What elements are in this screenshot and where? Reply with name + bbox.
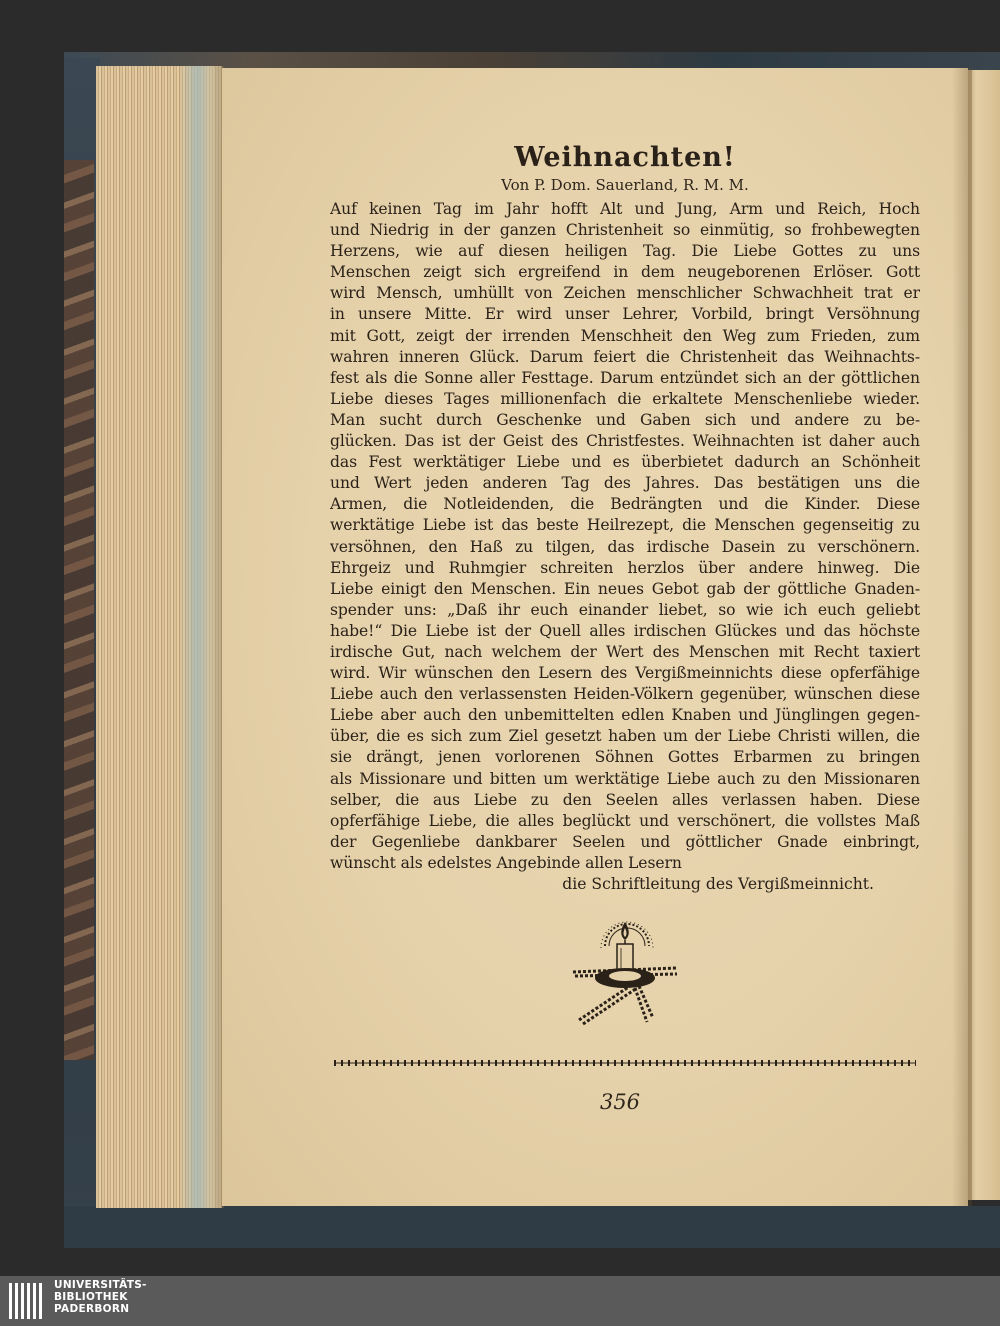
page-number: 356 — [599, 1090, 641, 1114]
library-logo-line: BIBLIOTHEK — [54, 1291, 128, 1303]
body-text-line: Menschen zeigt sich ergreifend in dem neugeborenen Erlöser. Gott — [330, 263, 920, 282]
body-text-line: wird Mensch, umhüllt von Zeichen menschlicher Schwachheit trat er — [330, 284, 920, 303]
body-text-line: Ehrgeiz und Ruhmgier schreiten herzlos über andere hinweg. Die — [330, 558, 920, 577]
library-logo-line: PADERBORN — [54, 1303, 130, 1315]
ornamental-divider — [334, 1058, 916, 1068]
signature-line: die Schriftleitung des Vergißmeinnicht. — [562, 875, 874, 893]
body-text-line: und Niedrig in der ganzen Christenheit so einmütig, so frohbewegten — [330, 221, 920, 240]
article-byline: Von P. Dom. Sauerland, R. M. M. — [501, 176, 749, 194]
body-text-line: Liebe aber auch den unbemittelten edlen Knaben und Jünglingen gegen- — [330, 706, 920, 725]
body-text-line: Herzens, wie auf diesen heiligen Tag. Die Liebe Gottes zu uns — [330, 242, 920, 261]
body-text-line: Liebe auch den verlassensten Heiden-Völkern gegenüber, wünschen diese — [330, 685, 920, 704]
body-text-line: habe!“ Die Liebe ist der Quell alles irdischen Glückes und das höchste — [330, 621, 920, 640]
body-text-line: wird. Wir wünschen den Lesern des Vergißmeinnichts diese opferfähige — [330, 664, 920, 683]
body-text-line: opferfähige Liebe, die alles beglückt und verschönert, die vollstes Maß — [330, 811, 920, 830]
body-text-line: Auf keinen Tag im Jahr hofft Alt und Jung, Arm und Reich, Hoch — [330, 200, 920, 218]
body-text-line: versöhnen, den Haß zu tilgen, das irdische Dasein zu verschönern. — [330, 537, 920, 556]
body-text-line: wahren inneren Glück. Darum feiert die Christenheit das Weihnachts- — [330, 347, 920, 366]
body-text-line: wünscht als edelstes Angebinde allen Lesern — [330, 853, 682, 872]
body-text-line: Liebe einigt den Menschen. Ein neues Gebot gab der göttliche Gnaden- — [330, 579, 920, 598]
body-text-line: und Wert jeden anderen Tag des Jahres. Das bestätigen uns die — [330, 474, 920, 493]
body-text-line: Man sucht durch Geschenke und Gaben sich und andere zu be- — [330, 410, 920, 429]
body-text-line: fest als die Sonne aller Festtage. Darum entzündet sich an der göttlichen — [330, 368, 920, 387]
page-edge-shadow — [180, 66, 224, 1208]
library-logo-text — [54, 1279, 147, 1315]
body-text-line: der Gegenliebe dankbarer Seelen und göttlicher Gnade einbringt, — [330, 832, 920, 851]
library-logo-icon — [8, 1281, 48, 1321]
body-text-line: mit Gott, zeigt der irrenden Menschheit den Weg zum Frieden, zum — [330, 326, 920, 345]
body-text-line: irdische Gut, nach welchem der Wert des Menschen mit Recht taxiert — [330, 642, 920, 661]
body-text-line: über, die es sich zum Ziel gesetzt haben um der Liebe Christi willen, die — [330, 727, 920, 746]
body-text-line: spender uns: „Daß ihr euch einander liebet, so wie ich euch geliebt — [330, 600, 920, 619]
page-gutter-shadow — [952, 68, 972, 1206]
library-footer-bar — [0, 1276, 1000, 1326]
article-body — [330, 199, 920, 874]
body-text-line: selber, die aus Liebe zu den Seelen alles verlassen haben. Diese — [330, 790, 920, 809]
candle-wreath-icon — [565, 908, 685, 1030]
marbled-paper — [64, 160, 94, 1060]
body-text-line: glücken. Das ist der Geist des Christfestes. Weihnachten ist daher auch — [330, 432, 920, 451]
body-text-line: werktätige Liebe ist das beste Heilrezept, die Menschen gegenseitig zu — [330, 516, 920, 535]
body-text-line: das Fest werktätiger Liebe und es überbietet dadurch an Schönheit — [330, 453, 920, 472]
body-text-line: Armen, die Notleidenden, die Bedrängten und die Kinder. Diese — [330, 495, 920, 514]
library-logo-line: UNIVERSITÄTS- — [54, 1279, 147, 1291]
body-text-line: Liebe dieses Tages millionenfach die erkaltete Menschenliebe wieder. — [330, 389, 920, 408]
book-cover-bottom — [64, 1206, 1000, 1248]
article-title: Weihnachten! — [514, 142, 736, 173]
body-text-line: in unsere Mitte. Er wird unser Lehrer, Vorbild, bringt Versöhnung — [330, 305, 920, 324]
body-text-line: als Missionare und bitten um werktätige Liebe auch zu den Missionaren — [330, 769, 920, 788]
body-text-line: sie drängt, jenen vorlorenen Söhnen Gottes Erbarmen zu bringen — [330, 748, 920, 767]
